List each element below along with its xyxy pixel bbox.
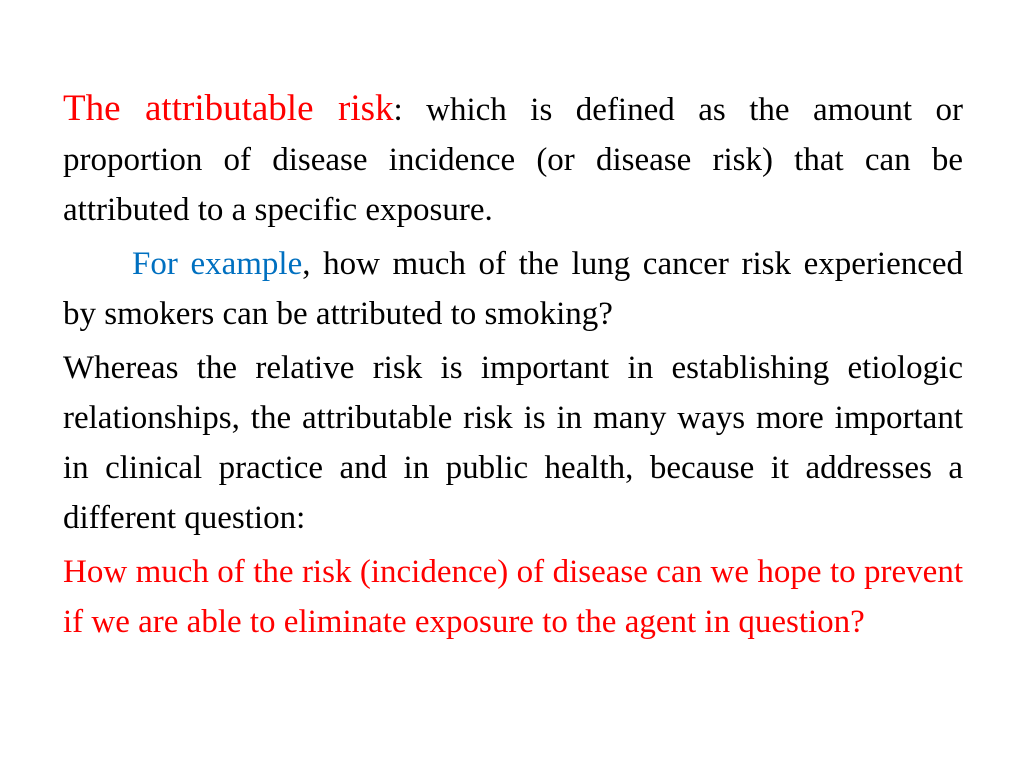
comparison-paragraph (63, 343, 963, 543)
key-question-paragraph (63, 547, 963, 647)
comparison-text: Whereas the relative risk is important in establishing etiologic relationships, the attributable risk is in many ways more important in clinical practice and in public health, because it addresses a different question: (63, 350, 963, 536)
attributable-risk-term: The attributable risk (63, 88, 394, 129)
example-text: , how much of the lung cancer risk experienced by smokers can be attributed to smoking? (63, 246, 964, 332)
slide-body (63, 84, 963, 647)
example-lead: For example (132, 246, 303, 282)
key-question-text: How much of the risk (incidence) of disease can we hope to prevent if we are able to eliminate exposure to the agent in question? (63, 554, 963, 640)
definition-paragraph (63, 84, 963, 235)
definition-text: : which is defined as the amount or proportion of disease incidence (or disease risk) that can be attributed to a specific exposure. (63, 92, 963, 228)
example-paragraph (63, 239, 963, 339)
